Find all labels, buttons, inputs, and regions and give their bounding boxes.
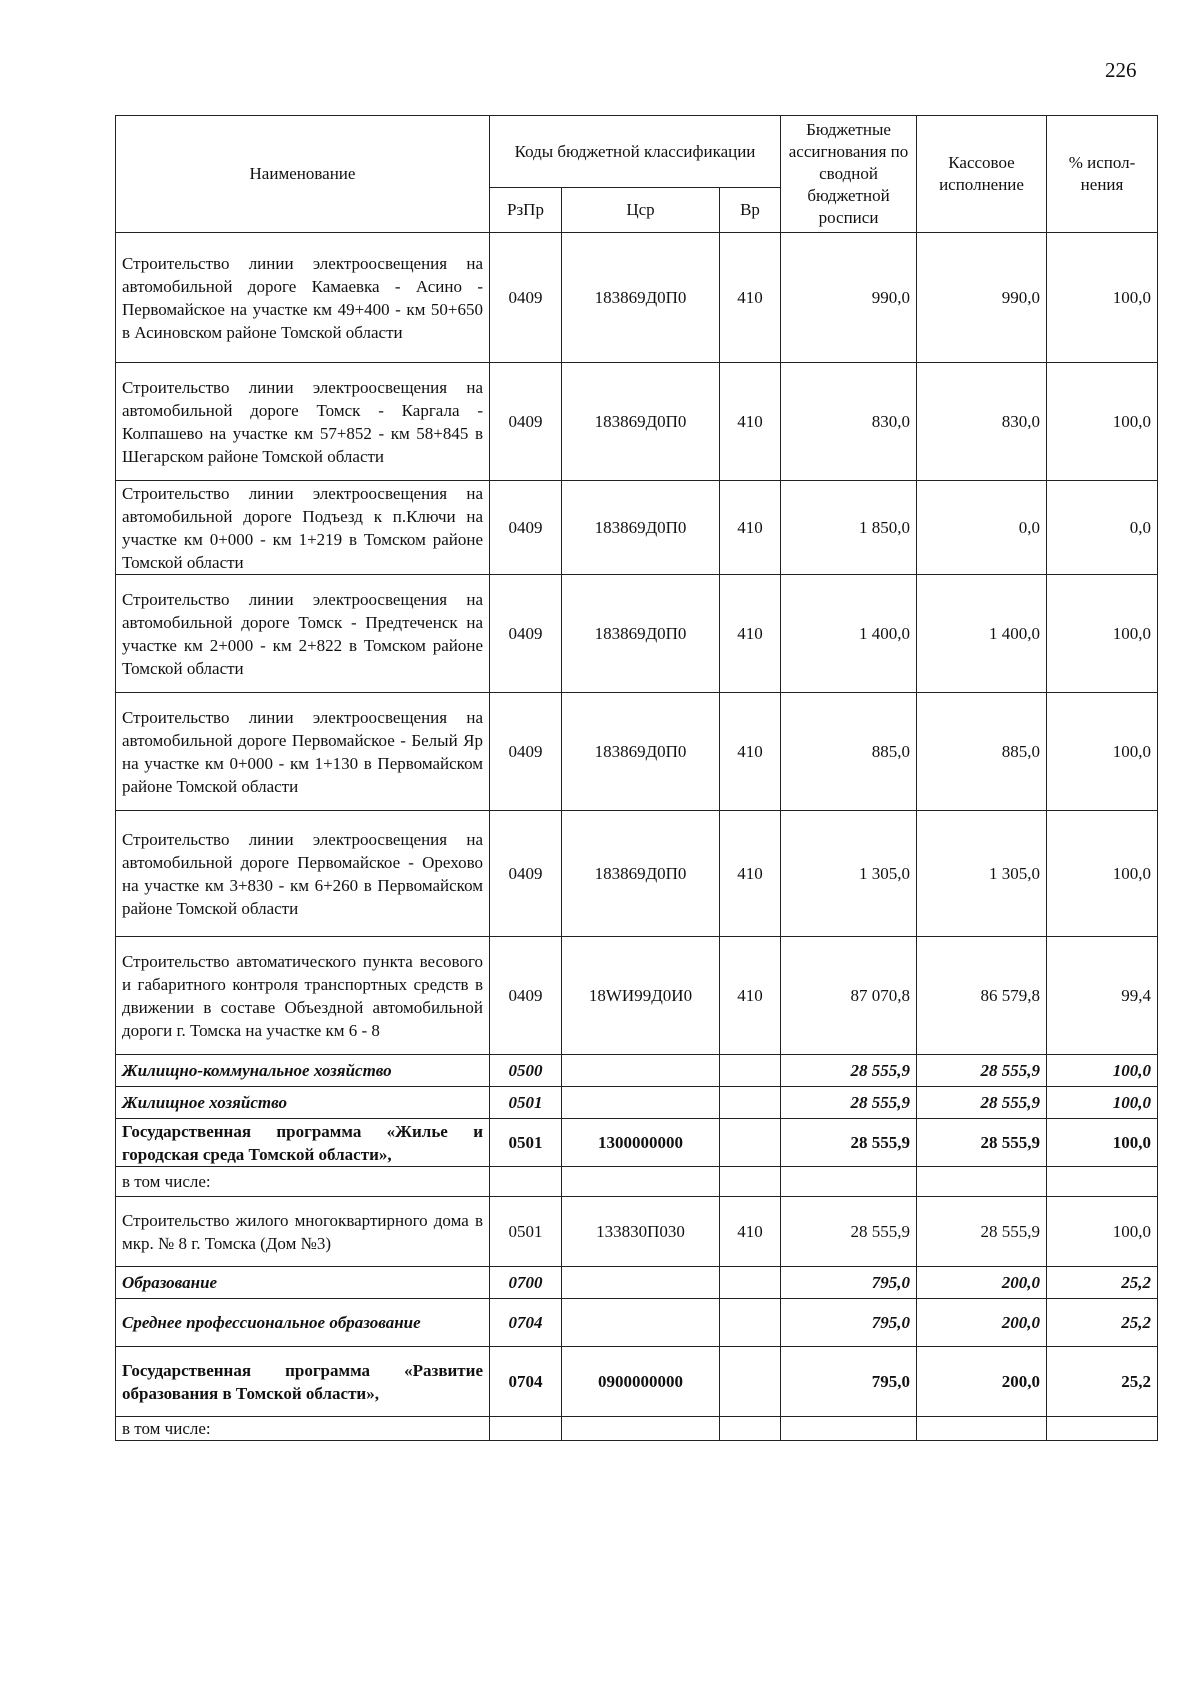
table-row bbox=[116, 1119, 1158, 1167]
cell-percent: 100,0 bbox=[1047, 575, 1158, 693]
cell-assigned: 795,0 bbox=[781, 1267, 917, 1299]
cell-rzpr: 0501 bbox=[490, 1119, 562, 1167]
cell-percent: 100,0 bbox=[1047, 1197, 1158, 1267]
header-assigned: Бюджетные ассигнования по сводной бюджетной росписи bbox=[781, 116, 917, 233]
cell-name: Жилищно-коммунальное хозяйство bbox=[116, 1055, 490, 1087]
table-row bbox=[116, 363, 1158, 481]
cell-vr: 410 bbox=[720, 233, 781, 363]
cell-rzpr: 0704 bbox=[490, 1299, 562, 1347]
cell-rzpr: 0409 bbox=[490, 481, 562, 575]
cell-executed: 28 555,9 bbox=[917, 1055, 1047, 1087]
cell-executed bbox=[917, 1167, 1047, 1197]
cell-rzpr: 0704 bbox=[490, 1347, 562, 1417]
table-row bbox=[116, 1417, 1158, 1441]
table-row bbox=[116, 481, 1158, 575]
cell-csr: 183869Д0П0 bbox=[562, 481, 720, 575]
cell-executed: 885,0 bbox=[917, 693, 1047, 811]
cell-vr bbox=[720, 1299, 781, 1347]
cell-percent: 99,4 bbox=[1047, 937, 1158, 1055]
cell-csr: 133830П030 bbox=[562, 1197, 720, 1267]
cell-percent: 25,2 bbox=[1047, 1267, 1158, 1299]
cell-csr bbox=[562, 1087, 720, 1119]
cell-vr: 410 bbox=[720, 575, 781, 693]
cell-csr: 0900000000 bbox=[562, 1347, 720, 1417]
header-vr: Вр bbox=[720, 188, 781, 233]
cell-rzpr: 0409 bbox=[490, 363, 562, 481]
cell-name: Строительство жилого многоквартирного дома в мкр. № 8 г. Томска (Дом №3) bbox=[116, 1197, 490, 1267]
cell-executed bbox=[917, 1417, 1047, 1441]
cell-executed: 28 555,9 bbox=[917, 1197, 1047, 1267]
cell-vr: 410 bbox=[720, 1197, 781, 1267]
cell-rzpr: 0409 bbox=[490, 693, 562, 811]
cell-csr: 183869Д0П0 bbox=[562, 233, 720, 363]
header-rzpr: РзПр bbox=[490, 188, 562, 233]
cell-name: Государственная программа «Жилье и городская среда Томской области», bbox=[116, 1119, 490, 1167]
cell-assigned: 795,0 bbox=[781, 1299, 917, 1347]
cell-name: Строительство линии электроосвещения на автомобильной дороге Первомайское - Белый Яр на участке км 0+000 - км 1+130 в Первомайском районе Томской области bbox=[116, 693, 490, 811]
cell-assigned: 1 850,0 bbox=[781, 481, 917, 575]
cell-executed: 28 555,9 bbox=[917, 1087, 1047, 1119]
cell-assigned: 830,0 bbox=[781, 363, 917, 481]
cell-name: Среднее профессиональное образование bbox=[116, 1299, 490, 1347]
cell-rzpr: 0501 bbox=[490, 1087, 562, 1119]
cell-assigned bbox=[781, 1417, 917, 1441]
cell-rzpr bbox=[490, 1167, 562, 1197]
cell-vr bbox=[720, 1055, 781, 1087]
header-executed: Кассовое исполнение bbox=[917, 116, 1047, 233]
cell-executed: 830,0 bbox=[917, 363, 1047, 481]
cell-csr bbox=[562, 1417, 720, 1441]
cell-executed: 0,0 bbox=[917, 481, 1047, 575]
table-row bbox=[116, 575, 1158, 693]
cell-assigned: 28 555,9 bbox=[781, 1087, 917, 1119]
cell-vr bbox=[720, 1347, 781, 1417]
cell-assigned: 1 400,0 bbox=[781, 575, 917, 693]
cell-name: Строительство линии электроосвещения на автомобильной дороге Томск - Каргала - Колпашево на участке км 57+852 - км 58+845 в Шегарском районе Томской области bbox=[116, 363, 490, 481]
cell-vr: 410 bbox=[720, 481, 781, 575]
cell-name: Строительство автоматического пункта весового и габаритного контроля транспортных средств в движении в составе Объездной автомобильной дороги г. Томска на участке км 6 - 8 bbox=[116, 937, 490, 1055]
cell-assigned: 28 555,9 bbox=[781, 1197, 917, 1267]
cell-csr: 183869Д0П0 bbox=[562, 693, 720, 811]
cell-percent: 0,0 bbox=[1047, 481, 1158, 575]
cell-vr bbox=[720, 1167, 781, 1197]
cell-assigned: 28 555,9 bbox=[781, 1119, 917, 1167]
table-row bbox=[116, 1197, 1158, 1267]
table-row bbox=[116, 811, 1158, 937]
cell-executed: 86 579,8 bbox=[917, 937, 1047, 1055]
table-row bbox=[116, 1055, 1158, 1087]
header-codes-group: Коды бюджетной классификации bbox=[490, 116, 781, 188]
cell-name: Государственная программа «Развитие образования в Томской области», bbox=[116, 1347, 490, 1417]
cell-rzpr bbox=[490, 1417, 562, 1441]
header-csr: Цср bbox=[562, 188, 720, 233]
cell-name: в том числе: bbox=[116, 1167, 490, 1197]
cell-percent bbox=[1047, 1167, 1158, 1197]
cell-name: Образование bbox=[116, 1267, 490, 1299]
cell-percent: 25,2 bbox=[1047, 1347, 1158, 1417]
cell-vr: 410 bbox=[720, 363, 781, 481]
cell-csr bbox=[562, 1267, 720, 1299]
cell-percent: 100,0 bbox=[1047, 363, 1158, 481]
header-percent: % испол-нения bbox=[1047, 116, 1158, 233]
cell-name: Строительство линии электроосвещения на автомобильной дороге Подъезд к п.Ключи на участке км 0+000 - км 1+219 в Томском районе Томской области bbox=[116, 481, 490, 575]
table-row bbox=[116, 233, 1158, 363]
cell-percent bbox=[1047, 1417, 1158, 1441]
cell-assigned: 1 305,0 bbox=[781, 811, 917, 937]
cell-csr: 18WИ99Д0И0 bbox=[562, 937, 720, 1055]
cell-csr bbox=[562, 1299, 720, 1347]
table-row bbox=[116, 937, 1158, 1055]
cell-csr: 183869Д0П0 bbox=[562, 575, 720, 693]
cell-rzpr: 0409 bbox=[490, 575, 562, 693]
cell-vr bbox=[720, 1417, 781, 1441]
cell-executed: 990,0 bbox=[917, 233, 1047, 363]
cell-percent: 100,0 bbox=[1047, 693, 1158, 811]
cell-rzpr: 0409 bbox=[490, 937, 562, 1055]
cell-assigned: 28 555,9 bbox=[781, 1055, 917, 1087]
cell-name: Жилищное хозяйство bbox=[116, 1087, 490, 1119]
cell-csr bbox=[562, 1055, 720, 1087]
table-row bbox=[116, 1087, 1158, 1119]
cell-percent: 100,0 bbox=[1047, 1055, 1158, 1087]
cell-executed: 1 400,0 bbox=[917, 575, 1047, 693]
cell-executed: 200,0 bbox=[917, 1347, 1047, 1417]
cell-assigned: 795,0 bbox=[781, 1347, 917, 1417]
cell-csr: 183869Д0П0 bbox=[562, 363, 720, 481]
cell-executed: 200,0 bbox=[917, 1267, 1047, 1299]
cell-percent: 100,0 bbox=[1047, 233, 1158, 363]
table-row bbox=[116, 1299, 1158, 1347]
cell-executed: 28 555,9 bbox=[917, 1119, 1047, 1167]
cell-vr: 410 bbox=[720, 811, 781, 937]
cell-vr bbox=[720, 1087, 781, 1119]
cell-percent: 25,2 bbox=[1047, 1299, 1158, 1347]
table-row bbox=[116, 1347, 1158, 1417]
cell-name: Строительство линии электроосвещения на автомобильной дороге Камаевка - Асино - Первомайское на участке км 49+400 - км 50+650 в Асиновском районе Томской области bbox=[116, 233, 490, 363]
table-body bbox=[116, 233, 1158, 1441]
cell-executed: 1 305,0 bbox=[917, 811, 1047, 937]
cell-assigned: 87 070,8 bbox=[781, 937, 917, 1055]
cell-vr bbox=[720, 1267, 781, 1299]
cell-rzpr: 0700 bbox=[490, 1267, 562, 1299]
cell-vr bbox=[720, 1119, 781, 1167]
cell-rzpr: 0409 bbox=[490, 233, 562, 363]
page-number: 226 bbox=[1105, 58, 1137, 82]
cell-assigned: 885,0 bbox=[781, 693, 917, 811]
cell-name: Строительство линии электроосвещения на автомобильной дороге Томск - Предтеченск на участке км 2+000 - км 2+822 в Томском районе Томской области bbox=[116, 575, 490, 693]
cell-csr: 183869Д0П0 bbox=[562, 811, 720, 937]
cell-csr: 1300000000 bbox=[562, 1119, 720, 1167]
cell-csr bbox=[562, 1167, 720, 1197]
cell-rzpr: 0409 bbox=[490, 811, 562, 937]
cell-name: Строительство линии электроосвещения на автомобильной дороге Первомайское - Орехово на участке км 3+830 - км 6+260 в Первомайском районе Томской области bbox=[116, 811, 490, 937]
cell-executed: 200,0 bbox=[917, 1299, 1047, 1347]
cell-assigned: 990,0 bbox=[781, 233, 917, 363]
table-row bbox=[116, 1167, 1158, 1197]
header-name: Наименование bbox=[116, 116, 490, 233]
cell-percent: 100,0 bbox=[1047, 811, 1158, 937]
cell-name: в том числе: bbox=[116, 1417, 490, 1441]
cell-rzpr: 0500 bbox=[490, 1055, 562, 1087]
table-row bbox=[116, 693, 1158, 811]
cell-vr: 410 bbox=[720, 937, 781, 1055]
budget-execution-table bbox=[115, 115, 1158, 1441]
cell-vr: 410 bbox=[720, 693, 781, 811]
cell-percent: 100,0 bbox=[1047, 1087, 1158, 1119]
cell-assigned bbox=[781, 1167, 917, 1197]
cell-percent: 100,0 bbox=[1047, 1119, 1158, 1167]
table-row bbox=[116, 1267, 1158, 1299]
cell-rzpr: 0501 bbox=[490, 1197, 562, 1267]
